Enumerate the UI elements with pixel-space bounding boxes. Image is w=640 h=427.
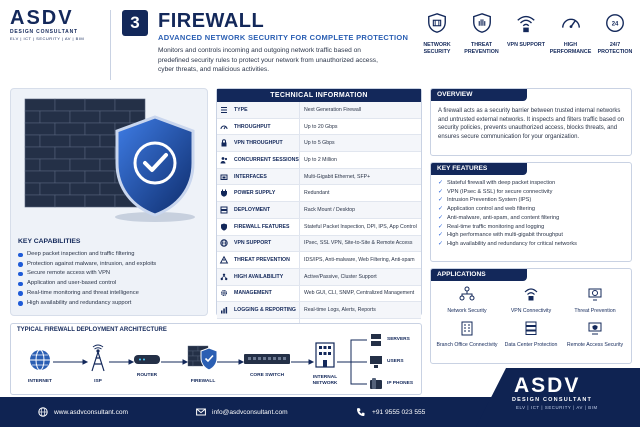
- wifi-lock-icon: [515, 12, 537, 34]
- row-key: VPN THROUGHPUT: [234, 140, 283, 147]
- list-item: ✓ High performance with multi-gigabit throughput: [438, 231, 624, 240]
- brick-wall-shield-illustration: [11, 89, 209, 229]
- section-number: 3: [122, 10, 148, 36]
- node-label: FIREWALL: [190, 379, 216, 384]
- page-subtitle: ADVANCED NETWORK SECURITY FOR COMPLETE PROTECTION: [158, 33, 409, 42]
- key-capabilities-title: KEY CAPABILITIES: [18, 238, 81, 245]
- table-row: [217, 269, 421, 286]
- row-key: DEPLOYMENT: [234, 206, 271, 213]
- header-divider: [110, 10, 111, 80]
- row-value: Up to 2 Million: [299, 152, 421, 168]
- application-item: [435, 320, 499, 348]
- server-icon: [220, 206, 228, 214]
- list-item: Deep packet inspection and traffic filtering: [18, 250, 156, 260]
- feature-label: THREAT PREVENTION: [464, 42, 499, 55]
- applications-panel: [430, 268, 632, 364]
- row-value: Rack Mount / Desktop: [299, 202, 421, 218]
- list-item: ✓ Intrusion Prevention System (IPS): [438, 196, 624, 205]
- application-label: VPN Connectivity: [510, 308, 552, 314]
- row-key: LOGGING & REPORTING: [234, 307, 296, 314]
- deployment-architecture: [10, 323, 422, 395]
- application-label: Branch Office Connectivity: [436, 342, 498, 349]
- remote-icon: [587, 320, 603, 336]
- row-key: CONCURRENT SESSIONS: [234, 156, 299, 163]
- alert-icon: [220, 256, 228, 264]
- shield-icon: [220, 223, 228, 231]
- top-features: [415, 12, 637, 55]
- speedometer-icon: [560, 12, 582, 34]
- feature-threat-prevention: [460, 12, 504, 55]
- key-features-panel: [430, 162, 632, 262]
- building-icon: [459, 320, 475, 336]
- row-key: THROUGHPUT: [234, 123, 271, 130]
- applications-grid: [431, 281, 631, 348]
- list-item: High availability and redundancy support: [18, 299, 156, 309]
- footer-email[interactable]: [196, 397, 288, 427]
- technical-rows: [217, 102, 421, 336]
- endpoint-ip-phones: [369, 377, 413, 391]
- application-label: Remote Access Security: [566, 342, 624, 349]
- row-value: Stateful Packet Inspection, DPI, IPS, App Control: [299, 219, 421, 235]
- list-item: ✓ Real-time traffic monitoring and logging: [438, 223, 624, 232]
- row-value: Up to 5 Gbps: [299, 135, 421, 151]
- table-row: [217, 286, 421, 303]
- table-row: [217, 169, 421, 186]
- phone-text[interactable]: +91 9555 023 555: [372, 408, 426, 416]
- row-value: Web GUI, CLI, SNMP, Centralized Management: [299, 286, 421, 302]
- node-firewall: [187, 340, 219, 385]
- intro-text: Monitors and controls incoming and outgoing network traffic based on predefined security rules to protect your network from unauthorized access, cyber threats, and malicious activities.: [158, 47, 378, 73]
- list-item: ✓ Stateful firewall with deep packet inspection: [438, 179, 624, 188]
- desktop-icon: [369, 355, 383, 369]
- shield-hand-icon: [471, 12, 493, 34]
- shield-network-icon: [426, 12, 448, 34]
- port-icon: [220, 173, 228, 181]
- node-isp: [87, 344, 109, 385]
- application-item: [499, 286, 563, 314]
- list-item: Application and user-based control: [18, 279, 156, 289]
- row-value: Real-time Logs, Alerts, Reports: [299, 302, 421, 318]
- node-core-switch: [243, 352, 291, 379]
- applications-title: APPLICATIONS: [431, 269, 527, 281]
- list-item: Secure remote access with VPN: [18, 269, 156, 279]
- table-row: [217, 302, 421, 319]
- application-label: Threat Prevention: [574, 308, 616, 314]
- brand-name: DESIGN CONSULTANT: [10, 29, 78, 35]
- list-icon: [220, 106, 228, 114]
- row-key: HIGH AVAILABILITY: [234, 273, 284, 280]
- feature-label: HIGH PERFORMANCE: [549, 42, 592, 55]
- chart-icon: [220, 306, 228, 314]
- key-features-list: [431, 175, 631, 253]
- node-internal-network: [311, 342, 339, 386]
- phone-icon: [369, 377, 383, 391]
- list-item: ✓ Application control and web filtering: [438, 205, 624, 214]
- table-row: [217, 202, 421, 219]
- table-row: [217, 102, 421, 119]
- feature-24-7-protection: [593, 12, 637, 55]
- feature-label: 24/7 PROTECTION: [597, 42, 633, 55]
- email-text[interactable]: info@asdvconsultant.com: [212, 408, 288, 416]
- building-icon: [313, 342, 337, 368]
- table-row: [217, 119, 421, 136]
- list-item: ✓ VPN (IPsec & SSL) for secure connectivity: [438, 188, 624, 197]
- endpoint-label: USERS: [387, 359, 404, 365]
- node-label: ISP: [94, 379, 102, 384]
- footer-brand-tagline: ELV | ICT | SECURITY | AV | BIM: [516, 405, 598, 410]
- firewall-shield-icon: [187, 340, 219, 372]
- row-key: FIREWALL FEATURES: [234, 223, 290, 230]
- server-icon: [369, 333, 383, 347]
- footer-brand-name: DESIGN CONSULTANT: [512, 397, 593, 403]
- feature-label: NETWORK SECURITY: [423, 42, 451, 55]
- endpoint-label: SERVERS: [387, 337, 410, 343]
- table-row: [217, 135, 421, 152]
- node-label: ROUTER: [136, 373, 158, 378]
- row-value: Active/Passive, Cluster Support: [299, 269, 421, 285]
- row-key: THREAT PREVENTION: [234, 257, 290, 264]
- row-key: TYPE: [234, 106, 248, 113]
- feature-high-performance: [549, 12, 593, 55]
- application-label: Data Center Protection: [504, 342, 558, 349]
- gear-icon: [220, 289, 228, 297]
- node-router: [133, 352, 161, 379]
- row-key: INTERFACES: [234, 173, 267, 180]
- clock-24-icon: [604, 12, 626, 34]
- node-label: INTERNAL NETWORK: [312, 375, 338, 386]
- row-key: POWER SUPPLY: [234, 190, 276, 197]
- svg-text:24: 24: [611, 21, 619, 28]
- row-value: Redundant: [299, 185, 421, 201]
- row-value: IDS/IPS, Anti-malware, Web Filtering, Anti-spam: [299, 252, 421, 268]
- globe-icon: [220, 239, 228, 247]
- row-value: Multi-Gigabit Ethernet, SFP+: [299, 169, 421, 185]
- vpn-icon: [523, 286, 539, 302]
- antenna-tower-icon: [87, 344, 109, 372]
- application-item: [563, 320, 627, 348]
- row-value: Next Generation Firewall: [299, 102, 421, 118]
- overview-title: OVERVIEW: [431, 89, 527, 101]
- globe-icon: [38, 407, 48, 417]
- router-icon: [133, 352, 161, 366]
- switch-icon: [243, 352, 291, 366]
- feature-label: VPN SUPPORT: [507, 42, 545, 48]
- table-row: [217, 252, 421, 269]
- node-label: CORE SWITCH: [249, 373, 285, 378]
- users-icon: [220, 156, 228, 164]
- row-value: Up to 20 Gbps: [299, 119, 421, 135]
- cluster-icon: [220, 273, 228, 281]
- node-internet: [25, 348, 55, 385]
- footer-brand-mark: ASDV: [514, 374, 581, 397]
- network-icon: [459, 286, 475, 302]
- list-item: Real-time monitoring and threat intelligence: [18, 289, 156, 299]
- list-item: ✓ High availability and redundancy for critical networks: [438, 240, 624, 249]
- application-label: Network Security: [447, 308, 487, 314]
- architecture-title: TYPICAL FIREWALL DEPLOYMENT ARCHITECTURE: [17, 327, 167, 333]
- application-item: [499, 320, 563, 348]
- brand-tagline: ELV | ICT | SECURITY | AV | BIM: [10, 36, 85, 41]
- brand-logo: [10, 8, 102, 41]
- overview-text: A firewall acts as a security barrier between trusted internal networks and untrusted external networks. It inspects and filters traffic based on security policies, prevents unauthorized access, blocks threats, and ensures secure communication for your organization.: [438, 108, 624, 140]
- table-row: [217, 185, 421, 202]
- footer-website[interactable]: [38, 397, 128, 427]
- row-value: IPsec, SSL VPN, Site-to-Site & Remote Access: [299, 236, 421, 252]
- table-row: [217, 236, 421, 253]
- row-key: VPN SUPPORT: [234, 240, 272, 247]
- footer-phone[interactable]: [356, 397, 425, 427]
- list-item: ✓ Anti-malware, anti-spam, and content filtering: [438, 214, 624, 223]
- technical-title: TECHNICAL INFORMATION: [217, 89, 421, 102]
- page-title: FIREWALL: [158, 10, 265, 32]
- phone-icon: [356, 407, 366, 417]
- target-icon: [587, 286, 603, 302]
- datacenter-icon: [523, 320, 539, 336]
- brand-mark: ASDV: [10, 7, 74, 29]
- feature-vpn-support: [504, 12, 548, 55]
- website-text[interactable]: www.asdvconsultant.com: [54, 408, 129, 416]
- overview-panel: [430, 88, 632, 156]
- gauge-icon: [220, 123, 228, 131]
- table-row: [217, 152, 421, 169]
- application-item: [563, 286, 627, 314]
- endpoint-users: [369, 355, 404, 369]
- technical-information-table: [216, 88, 422, 316]
- key-capabilities-list: [18, 250, 156, 308]
- feature-network-security: [415, 12, 459, 55]
- table-row: [217, 219, 421, 236]
- plug-icon: [220, 189, 228, 197]
- lock-icon: [220, 139, 228, 147]
- endpoint-servers: [369, 333, 410, 347]
- key-features-title: KEY FEATURES: [431, 163, 527, 175]
- node-label: INTERNET: [28, 379, 52, 384]
- list-item: Protection against malware, intrusion, and exploits: [18, 260, 156, 270]
- mail-icon: [196, 407, 206, 417]
- globe-icon: [28, 348, 52, 372]
- row-key: MANAGEMENT: [234, 290, 272, 297]
- application-item: [435, 286, 499, 314]
- endpoint-label: IP PHONES: [387, 381, 414, 387]
